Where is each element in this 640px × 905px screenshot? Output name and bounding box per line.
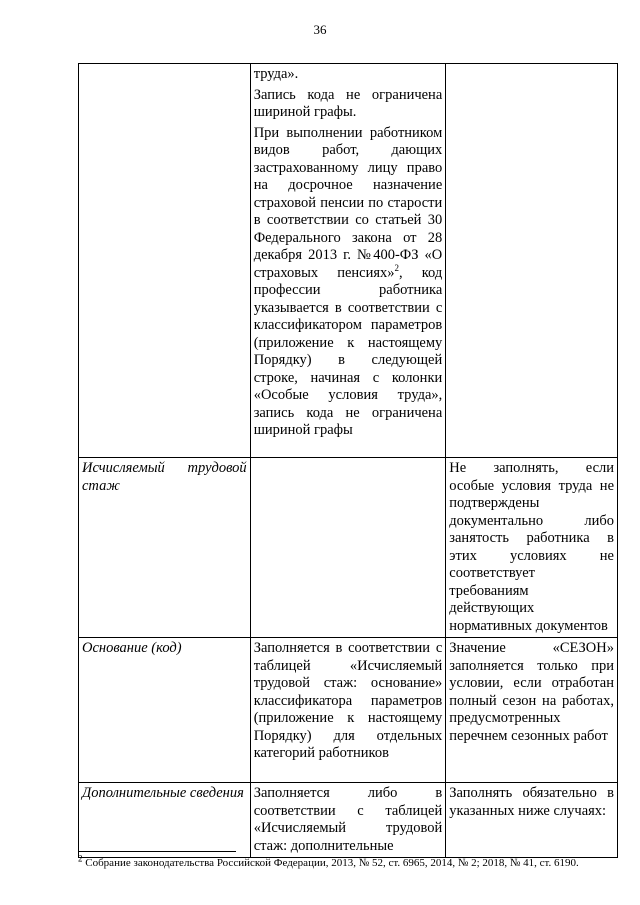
table-row-continuation <box>79 64 618 458</box>
cell-note: Значение «СЕЗОН» заполняется только при условии, если отработан полный сезон на работах, предусмотренных перечнем сезонных работ <box>446 638 618 783</box>
document-table <box>78 63 618 858</box>
cell-field-name: Исчисляемый трудовой стаж <box>79 458 251 638</box>
footnote-text: Собрание законодательства Российской Федерации, 2013, № 52, ст. 6965, 2014, № 2; 2018, № 41, ст. 6190. <box>85 857 579 869</box>
cell-note: Не заполнять, если особые условия труда не подтверждены документально либо занятость работника в этих условиях не соответствует требованиям действующих нормативных документов <box>446 458 618 638</box>
footnote-mark: 2 <box>78 853 83 864</box>
cell-fill-rule: Заполняется в соответствии с таблицей «Исчисляемый трудовой стаж: основание» классификатора параметров (приложение к настоящему Порядку) для отдельных категорий работников <box>250 638 446 783</box>
table-row-osnovanie <box>79 638 618 783</box>
footnote <box>78 853 618 870</box>
cell-field-name: Дополнительные сведения <box>79 783 251 858</box>
footnote-divider <box>78 851 236 852</box>
cell-note: Заполнять обязательно в указанных ниже случаях: <box>446 783 618 858</box>
paragraph-text: При выполнении работником видов работ, дающих застрахованному лицу право на досрочное назначение страховой пенсии по старости в соответствии со статьей 30 Федерального закона от 28 декабря 2013 г. №400-ФЗ «О страховых пенсиях» <box>253 124 443 281</box>
paragraph: Запись кода не ограничена шириной графы. <box>253 86 443 120</box>
cell-field-name <box>79 64 251 458</box>
cell-field-name: Основание (код) <box>79 638 251 783</box>
page-number: 36 <box>313 22 327 37</box>
paragraph: При выполнении работником видов работ, дающих застрахованному лицу право на досрочное назначение страховой пенсии по старости в соответствии со статьей 30 Федерального закона от 28 декабря 2013 г. №400-ФЗ «О страховых пенсиях»$^2$, код профессии работника указывается в соответствии с классификатором параметров (приложение к настоящему Порядку) в следующей строке, начиная с колонки «Особые условия труда», запись кода не ограничена шириной графы <box>253 124 443 438</box>
cell-fill-rule <box>250 458 446 638</box>
cell-fill-rule: Заполняется либо в соответствии с таблицей «Исчисляемый трудовой стаж: дополнительные <box>250 783 446 858</box>
table-row-ischislyaemyj-stazh <box>79 458 618 638</box>
cell-note <box>446 64 618 458</box>
cell-fill-rule <box>250 64 446 458</box>
table-row-dopolnitelnye-svedeniya <box>79 783 618 858</box>
paragraph-text: код профессии работника указывается в соответствии с классификатором параметров (приложение к настоящему Порядку) в следующей строке, начиная с колонки «Особые условия труда», запись кода не ограничена шириной графы <box>253 264 443 438</box>
paragraph: труда». <box>253 66 299 82</box>
footnote-reference: 2 <box>394 262 400 273</box>
